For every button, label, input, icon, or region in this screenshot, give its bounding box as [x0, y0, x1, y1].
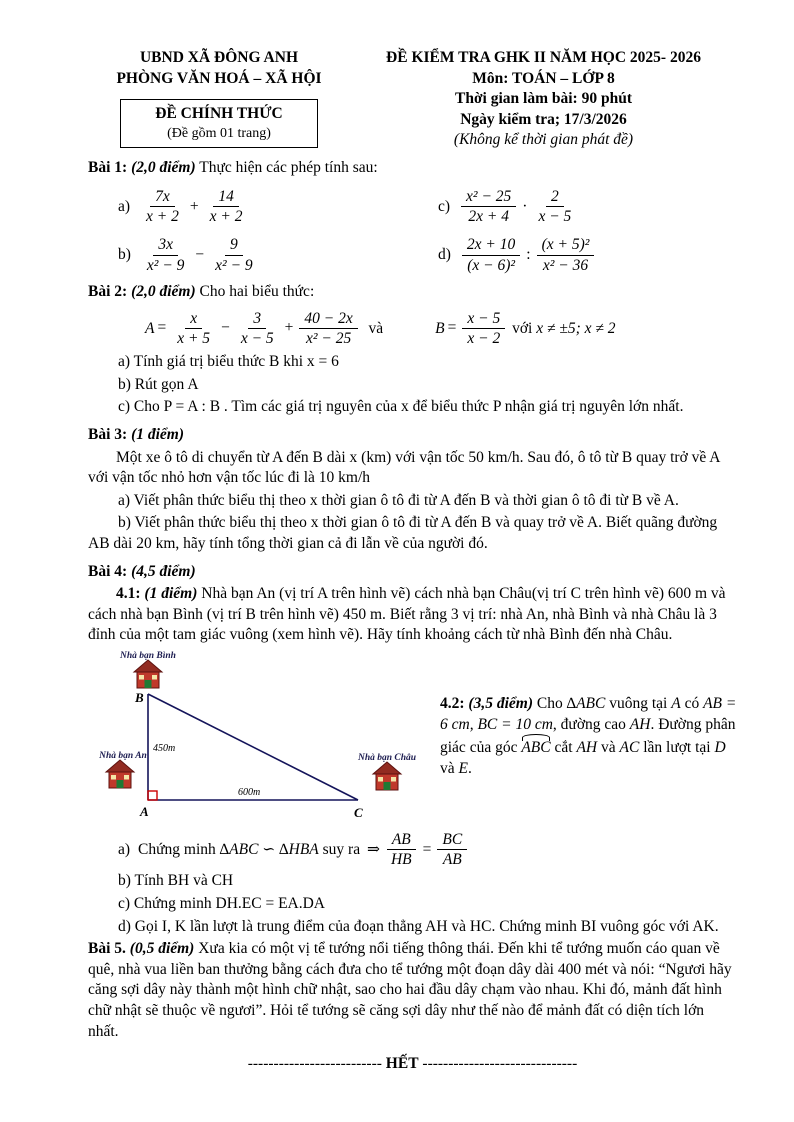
issuing-org-line1: UBND XÃ ĐÔNG ANH — [139, 49, 299, 66]
math-text: 4.2: — [440, 695, 469, 713]
expression-1c — [438, 188, 737, 227]
bai4-1-text: Nhà bạn An (vị trí A trên hình vẽ) cách nhà bạn Châu(vị trí C trên hình vẽ) 600 m và cách nhà bạn Bình (vị trí B trên hình vẽ) 450 m. Biết rằng 3 vị trí: nhà An, nhà Bình và nhà Châu là 3 đỉnh của một tam giác vuông (xem hình vẽ). Hãy tính khoảng cách từ nhà Bình đến nhà Châu. — [88, 585, 726, 644]
label-nha-an: Nhà bạn An — [99, 751, 147, 762]
fraction-numerator: 14 — [213, 188, 239, 208]
item-label: c) — [438, 197, 451, 215]
fraction-denominator: x − 2 — [467, 330, 501, 348]
fraction-numerator: 3x — [153, 236, 178, 256]
fraction-denominator: x² − 9 — [215, 257, 253, 275]
bai2-points: (2,0 điểm) — [131, 282, 196, 300]
header-right-column — [350, 48, 737, 151]
side-BC — [148, 694, 358, 800]
point-A: A — [140, 804, 149, 820]
math-text: cắt — [550, 739, 577, 757]
fraction-denominator: x + 5 — [177, 330, 211, 348]
exam-title: ĐỀ KIỂM TRA GHK II NĂM HỌC 2025- 2026 — [386, 49, 701, 66]
math-text: AH — [576, 739, 598, 757]
item-label: b) — [118, 246, 131, 264]
math-text: với — [508, 319, 537, 337]
item-label: a) — [118, 197, 131, 215]
expression-A — [145, 310, 383, 349]
math-text: , đường cao — [552, 715, 630, 733]
math-text: AH — [629, 715, 651, 733]
math-text: B — [435, 319, 445, 337]
issuing-org-line2: PHÒNG VĂN HOÁ – XÃ HỘI — [116, 69, 322, 87]
math-text: + — [189, 197, 199, 215]
fraction — [437, 831, 467, 870]
bai3-item-b: b) Viết phân thức biểu thị theo x thời gian ô tô đi từ A đến B và quay trở về A. Biết quãng đường AB dài 20 km, hãy tính tổng thời gian cả đi lẫn về của người đó. — [88, 514, 718, 553]
math-text: . — [467, 759, 472, 777]
math-text: − — [195, 246, 205, 264]
label-nha-chau: Nhà bạn Châu — [357, 753, 417, 764]
bai4-2-item-d: d) Gọi I, K lần lượt là trung điểm của đoạn thẳng AH và HC. Chứng minh BI vuông góc với AK. — [118, 917, 719, 935]
fraction — [172, 310, 215, 349]
math-text: Cho — [536, 695, 567, 713]
fraction — [461, 188, 516, 227]
math-text: A — [145, 319, 155, 337]
fraction-numerator: AB — [387, 831, 416, 851]
point-C: C — [354, 805, 363, 821]
bai3-label: Bài 3: — [88, 425, 128, 443]
math-text: − — [221, 319, 230, 337]
fraction — [462, 310, 505, 349]
bai1-points: (2,0 điểm) — [131, 159, 196, 177]
bai1-label: Bài 1: — [88, 159, 128, 177]
fraction-numerator: 3 — [248, 310, 266, 330]
bai2-label: Bài 2: — [88, 282, 128, 300]
bai5-text: Xưa kia có một vị tể tướng nổi tiếng thông thái. Đến khi tể tướng muốn cáo quan về quê, nhà vua liền ban thưởng bằng cách đưa cho tể tướng một đoạn dây dài 400 mét và nói: “Ngươi hãy căng sợi dây này thành một hình chữ nhật, sao cho hai đầu dây chạm vào nhau. Khi đó, mảnh đất hình chữ nhật sẽ thuộc về ngươi”. Hỏi tể tướng sẽ căng sợi dây như thế nào để mảnh đất có diện tích lớn nhất. — [88, 940, 732, 1040]
exam-box-title: ĐỀ CHÍNH THỨC — [155, 105, 283, 123]
math-text: có — [680, 695, 704, 713]
bai2-expressions — [88, 310, 737, 349]
math-text: AB = 6 cm, BC = 10 cm — [440, 695, 741, 733]
fraction-numerator: BC — [437, 831, 467, 851]
fraction-denominator: x + 2 — [146, 208, 179, 226]
fraction-denominator: AB — [442, 851, 462, 869]
bai4-1-points: (1 điểm) — [144, 585, 198, 603]
fraction-numerator: 9 — [225, 236, 243, 256]
fraction-denominator: x + 2 — [209, 208, 243, 226]
math-text: : — [526, 246, 531, 264]
fraction-denominator: 2x + 4 — [468, 208, 509, 226]
bai3-item-a: a) Viết phân thức biểu thị theo x thời gian ô tô đi từ A đến B và thời gian ô tô đi từ B về A. — [118, 491, 679, 509]
bai2-item-a: a) Tính giá trị biểu thức B khi x = 6 — [118, 353, 339, 371]
math-text: = — [422, 840, 432, 858]
fraction — [299, 310, 357, 349]
bai1-intro: Thực hiện các phép tính sau: — [199, 159, 378, 177]
point-B: B — [135, 690, 144, 706]
expression-1d — [438, 236, 737, 275]
expression-1b — [118, 236, 438, 275]
fraction-denominator: (x − 6)² — [467, 257, 515, 275]
math-text: và — [597, 739, 620, 757]
house-icon-chau — [373, 762, 401, 790]
duration-line: Thời gian làm bài: 90 phút — [455, 90, 632, 108]
bai5-label: Bài 5. — [88, 940, 126, 958]
bai5-points: (0,5 điểm) — [129, 940, 195, 958]
bai4-1-paragraph — [88, 584, 737, 646]
fraction-numerator: (x + 5)² — [537, 236, 595, 256]
math-text: x ≠ ±5; x ≠ 2 — [536, 319, 616, 337]
expression-1a — [118, 188, 438, 227]
bai4-2-paragraph — [436, 650, 741, 829]
fraction-numerator: x — [185, 310, 202, 330]
math-text: = — [447, 319, 457, 337]
fraction-numerator: 2x + 10 — [462, 236, 520, 256]
bai1-heading — [88, 158, 737, 179]
exam-date-line: Ngày kiểm tra; 17/3/2026 — [460, 110, 627, 128]
math-text: ∆ABC ∽ ∆HBA — [219, 840, 319, 858]
math-text: và — [440, 739, 730, 777]
exam-box-subtitle: (Đề gồm 01 trang) — [167, 125, 271, 141]
bai2-heading — [88, 282, 737, 303]
math-text: E — [458, 759, 468, 777]
bai2-item-b: b) Rút gọn A — [118, 375, 199, 393]
math-text: (3,5 điểm) — [468, 695, 537, 713]
triangle-figure — [96, 650, 436, 829]
bai4-2-item-a — [88, 831, 737, 870]
fraction-denominator: x² − 25 — [305, 330, 352, 348]
math-text: AC — [619, 739, 640, 757]
math-text: + — [284, 319, 294, 337]
math-text: ⇒ — [366, 840, 380, 858]
fraction-denominator: HB — [390, 851, 412, 869]
math-text: D — [714, 739, 726, 757]
side-label-450m: 450m — [153, 743, 176, 755]
end-label: HẾT — [385, 1055, 419, 1073]
angle-hat: ABC — [521, 735, 550, 759]
fraction-denominator: x² − 9 — [146, 257, 185, 275]
triangle-figure-svg — [96, 650, 436, 822]
math-text: A — [671, 695, 681, 713]
bai4-1-label: 4.1: — [116, 585, 141, 603]
fraction — [386, 831, 417, 870]
math-text: lần lượt tại — [639, 739, 715, 757]
fraction-denominator: x − 5 — [538, 208, 572, 226]
end-dashes-right: ------------------------------ — [422, 1055, 578, 1073]
fraction-numerator: 2 — [546, 188, 564, 208]
bai3-heading — [88, 425, 737, 446]
bai4-2-item-b: b) Tính BH và CH — [118, 872, 234, 890]
item-label: a) — [118, 840, 131, 858]
math-text: · — [522, 197, 528, 215]
fraction-denominator: x − 5 — [240, 330, 274, 348]
subject-line: Môn: TOÁN – LỚP 8 — [472, 69, 615, 87]
note-line: (Không kể thời gian phát đề) — [453, 131, 634, 149]
side-label-600m: 600m — [238, 787, 261, 799]
house-icon-an — [106, 760, 134, 788]
math-text: . Đường phân giác của góc — [440, 715, 740, 757]
fraction — [533, 188, 576, 227]
official-exam-box — [120, 99, 318, 148]
bai3-paragraph: Một xe ô tô di chuyển từ A đến B dài x (km) với vận tốc 50 km/h. Sau đó, ô tô từ B quay trở về A với vận tốc nhỏ hơn vận tốc lúc đi là 10 km/h — [88, 448, 720, 487]
fraction — [462, 236, 520, 275]
fraction-numerator: x² − 25 — [461, 188, 516, 208]
bai4-2-item-c: c) Chứng minh DH.EC = EA.DA — [118, 894, 326, 912]
bai4-points: (4,5 điểm) — [131, 562, 196, 580]
bai3-points: (1 điểm) — [131, 425, 185, 443]
fraction-numerator: 7x — [150, 188, 175, 208]
fraction — [142, 236, 190, 275]
bai4-heading — [88, 562, 737, 583]
house-icon-binh — [134, 660, 162, 688]
label-nha-binh: Nhà bạn Bình — [120, 651, 176, 662]
end-marker — [88, 1054, 737, 1075]
bai5-paragraph — [88, 939, 737, 1042]
bai1-expressions — [88, 188, 737, 275]
math-text: suy ra — [318, 840, 364, 858]
math-text: vuông tại — [605, 695, 672, 713]
math-text: Chứng minh — [138, 840, 220, 858]
right-angle-marker — [148, 791, 157, 800]
fraction — [205, 188, 248, 227]
expression-B — [435, 310, 615, 349]
fraction — [210, 236, 258, 275]
document-header — [88, 48, 737, 151]
math-text: ∆ABC — [566, 695, 606, 713]
end-dashes-left: -------------------------- — [247, 1055, 382, 1073]
math-text: = — [157, 319, 167, 337]
fraction-denominator: x² − 36 — [542, 257, 589, 275]
fraction — [537, 236, 595, 275]
fraction — [141, 188, 184, 227]
header-left-column — [88, 48, 350, 148]
bai2-intro: Cho hai biểu thức: — [199, 282, 315, 300]
math-text: và — [360, 319, 384, 337]
bai2-item-c: c) Cho P = A : B . Tìm các giá trị nguyên của x để biểu thức P nhận giá trị nguyên lớn nhất. — [118, 398, 684, 416]
fraction — [236, 310, 279, 349]
fraction-numerator: 40 − 2x — [299, 310, 357, 330]
item-label: d) — [438, 246, 451, 264]
bai4-label: Bài 4: — [88, 562, 128, 580]
figure-and-42-row — [88, 650, 741, 829]
fraction-numerator: x − 5 — [462, 310, 505, 330]
